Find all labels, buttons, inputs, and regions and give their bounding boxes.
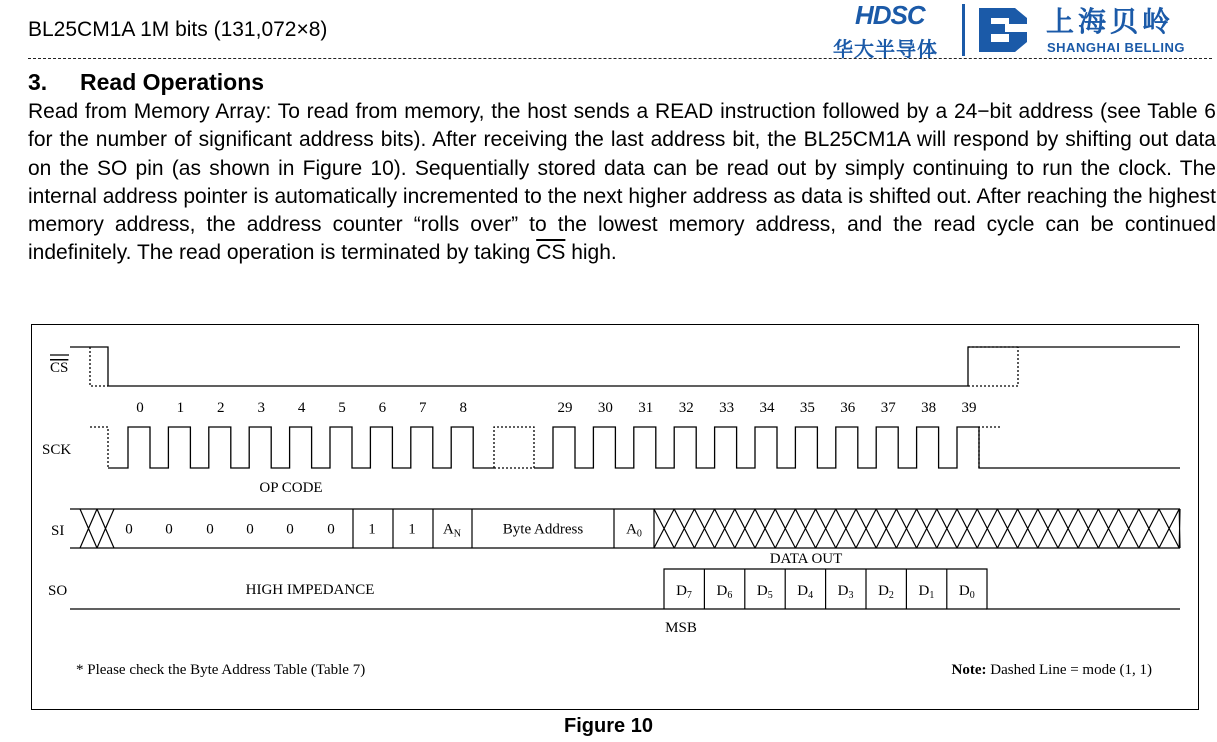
hdsc-logo-chinese: 华大半导体 bbox=[833, 39, 938, 61]
belling-logo-text: SHANGHAI BELLING bbox=[1047, 40, 1185, 55]
si-dontcare-mark bbox=[957, 509, 977, 548]
si-byte-address: Byte Address bbox=[502, 521, 584, 538]
si-dontcare-mark bbox=[856, 509, 876, 548]
cs-dashed-mode11-end bbox=[968, 347, 1018, 386]
sck-idle-dashed bbox=[90, 427, 108, 468]
si-dontcare-mark bbox=[937, 509, 957, 548]
clock-number: 32 bbox=[678, 400, 694, 416]
so-label: SO bbox=[48, 583, 68, 599]
si-dontcare-mark bbox=[735, 509, 755, 548]
si-dontcare-mark bbox=[97, 509, 114, 548]
cs-waveform bbox=[70, 347, 1180, 386]
si-opcode-bit: 0 bbox=[165, 521, 173, 538]
so-data-bit: $D_3$ bbox=[837, 583, 854, 601]
si-dontcare-mark bbox=[694, 509, 714, 548]
sck-gap-dashed bbox=[494, 427, 534, 468]
si-address-msb: $A_N$ bbox=[442, 521, 462, 540]
clock-number: 2 bbox=[217, 400, 225, 416]
so-data-bit: $D_6$ bbox=[716, 583, 733, 601]
si-dontcare-mark bbox=[674, 509, 694, 548]
clock-number: 37 bbox=[880, 400, 896, 416]
paragraph-text: Read from Memory Array: To read from memory, the host sends a READ instruction followed by a 24−bit address (see Table 6 for the number of significant address bits). After receiving the last address bit, the BL25CM1A will respond by shifting out data on the SO pin (as shown in Figure 10). Sequentially stored data can be read out by simply continuing to run the clock. The internal address pointer is automatically incremented to the next higher address as data is shifted out. After reaching the highest memory address, the address counter “rolls over” to the lowest memory address, and the read cycle can be continued indefinitely. The read operation is terminated by taking bbox=[28, 100, 1216, 265]
si-opcode-bit: 1 bbox=[368, 521, 376, 538]
sck-line-a bbox=[108, 427, 494, 468]
si-dontcare-mark bbox=[775, 509, 795, 548]
clock-number: 30 bbox=[597, 400, 613, 416]
si-dontcare-mark bbox=[1159, 509, 1179, 548]
si-dontcare-mark bbox=[1119, 509, 1139, 548]
si-dontcare-mark bbox=[1179, 509, 1180, 548]
clock-number: 31 bbox=[638, 400, 654, 416]
si-dontcare-mark bbox=[977, 509, 997, 548]
section-title: Read Operations bbox=[80, 69, 265, 95]
hdsc-logo-text: HDSC bbox=[855, 0, 925, 30]
si-dontcare-mark bbox=[917, 509, 937, 548]
clock-number: 1 bbox=[176, 400, 185, 416]
clock-number: 5 bbox=[338, 400, 346, 416]
section-number: 3. bbox=[28, 69, 48, 95]
si-dontcare-mark bbox=[654, 509, 674, 548]
si-dontcare-mark bbox=[80, 509, 97, 548]
clock-number: 29 bbox=[557, 400, 573, 416]
document-title: BL25CM1A 1M bits (131,072×8) bbox=[28, 18, 328, 41]
clock-number: 33 bbox=[719, 400, 735, 416]
cs-dashed-mode11 bbox=[90, 347, 108, 386]
si-opcode-bit: 0 bbox=[125, 521, 133, 538]
si-dontcare-mark bbox=[1139, 509, 1159, 548]
si-dontcare-mark bbox=[876, 509, 896, 548]
si-opcode-bit: 0 bbox=[327, 521, 335, 538]
clock-number: 38 bbox=[921, 400, 937, 416]
si-label: SI bbox=[51, 523, 65, 539]
si-dontcare-mark bbox=[896, 509, 916, 548]
so-data-bit: $D_7$ bbox=[676, 583, 692, 601]
si-dontcare-mark bbox=[795, 509, 815, 548]
clock-number: 3 bbox=[257, 400, 265, 416]
cs-label: CS bbox=[50, 360, 69, 376]
si-dontcare-mark bbox=[816, 509, 836, 548]
clock-number: 36 bbox=[840, 400, 856, 416]
si-dontcare-mark bbox=[715, 509, 735, 548]
note-label: Note: bbox=[951, 662, 987, 678]
si-dontcare-mark bbox=[755, 509, 775, 548]
si-opcode-bit: 0 bbox=[246, 521, 254, 538]
sck-end-dashed bbox=[979, 427, 1000, 468]
si-address-lsb: $A_0$ bbox=[626, 521, 642, 540]
clock-number: 35 bbox=[799, 400, 815, 416]
so-data-bit: $D_2$ bbox=[878, 583, 894, 601]
mode-note bbox=[952, 662, 1152, 678]
si-dontcare-mark bbox=[1078, 509, 1098, 548]
si-dontcare-mark bbox=[836, 509, 856, 548]
data-out-label: DATA OUT bbox=[769, 551, 843, 567]
byte-address-footnote: * Please check the Byte Address Table (Table 7) bbox=[76, 662, 366, 678]
sck-line-b bbox=[534, 427, 1180, 468]
note-text: Dashed Line = mode (1, 1) bbox=[986, 662, 1152, 678]
si-dontcare-mark bbox=[997, 509, 1017, 548]
cs-signal-text: $\overline{CS}$ bbox=[536, 241, 566, 265]
msb-label: MSB bbox=[665, 620, 697, 636]
si-dontcare-mark bbox=[1018, 509, 1038, 548]
sck-waveform bbox=[90, 427, 1180, 468]
sck-label: SCK bbox=[42, 442, 72, 458]
figure-caption: Figure 10 bbox=[564, 715, 653, 737]
so-data-bit: $D_0$ bbox=[958, 583, 975, 601]
clock-number: 4 bbox=[297, 400, 306, 416]
si-opcode-bit: 1 bbox=[408, 521, 416, 538]
so-row bbox=[70, 569, 1180, 609]
cs-line bbox=[70, 347, 1180, 386]
si-dontcare-mark bbox=[1038, 509, 1058, 548]
si-dontcare-mark bbox=[1058, 509, 1078, 548]
paragraph-text-end: high. bbox=[565, 241, 617, 265]
si-opcode-bit: 0 bbox=[286, 521, 294, 538]
si-opcode-bit: 0 bbox=[206, 521, 214, 538]
belling-logo-chinese: 上海贝岭 bbox=[1046, 6, 1175, 37]
clock-number: 7 bbox=[419, 400, 427, 416]
clock-number: 8 bbox=[459, 400, 467, 416]
clock-number: 0 bbox=[136, 400, 144, 416]
so-data-bit: $D_5$ bbox=[756, 583, 773, 601]
clock-number: 34 bbox=[759, 400, 775, 416]
si-row bbox=[70, 509, 1180, 548]
high-impedance-label: HIGH IMPEDANCE bbox=[245, 582, 375, 598]
si-dontcare-mark bbox=[1098, 509, 1118, 548]
opcode-label: OP CODE bbox=[259, 480, 323, 496]
so-data-bit: $D_1$ bbox=[918, 583, 935, 601]
clock-numbers bbox=[136, 400, 976, 416]
clock-number: 39 bbox=[961, 400, 977, 416]
so-data-bit: $D_4$ bbox=[797, 583, 814, 601]
clock-number: 6 bbox=[378, 400, 387, 416]
